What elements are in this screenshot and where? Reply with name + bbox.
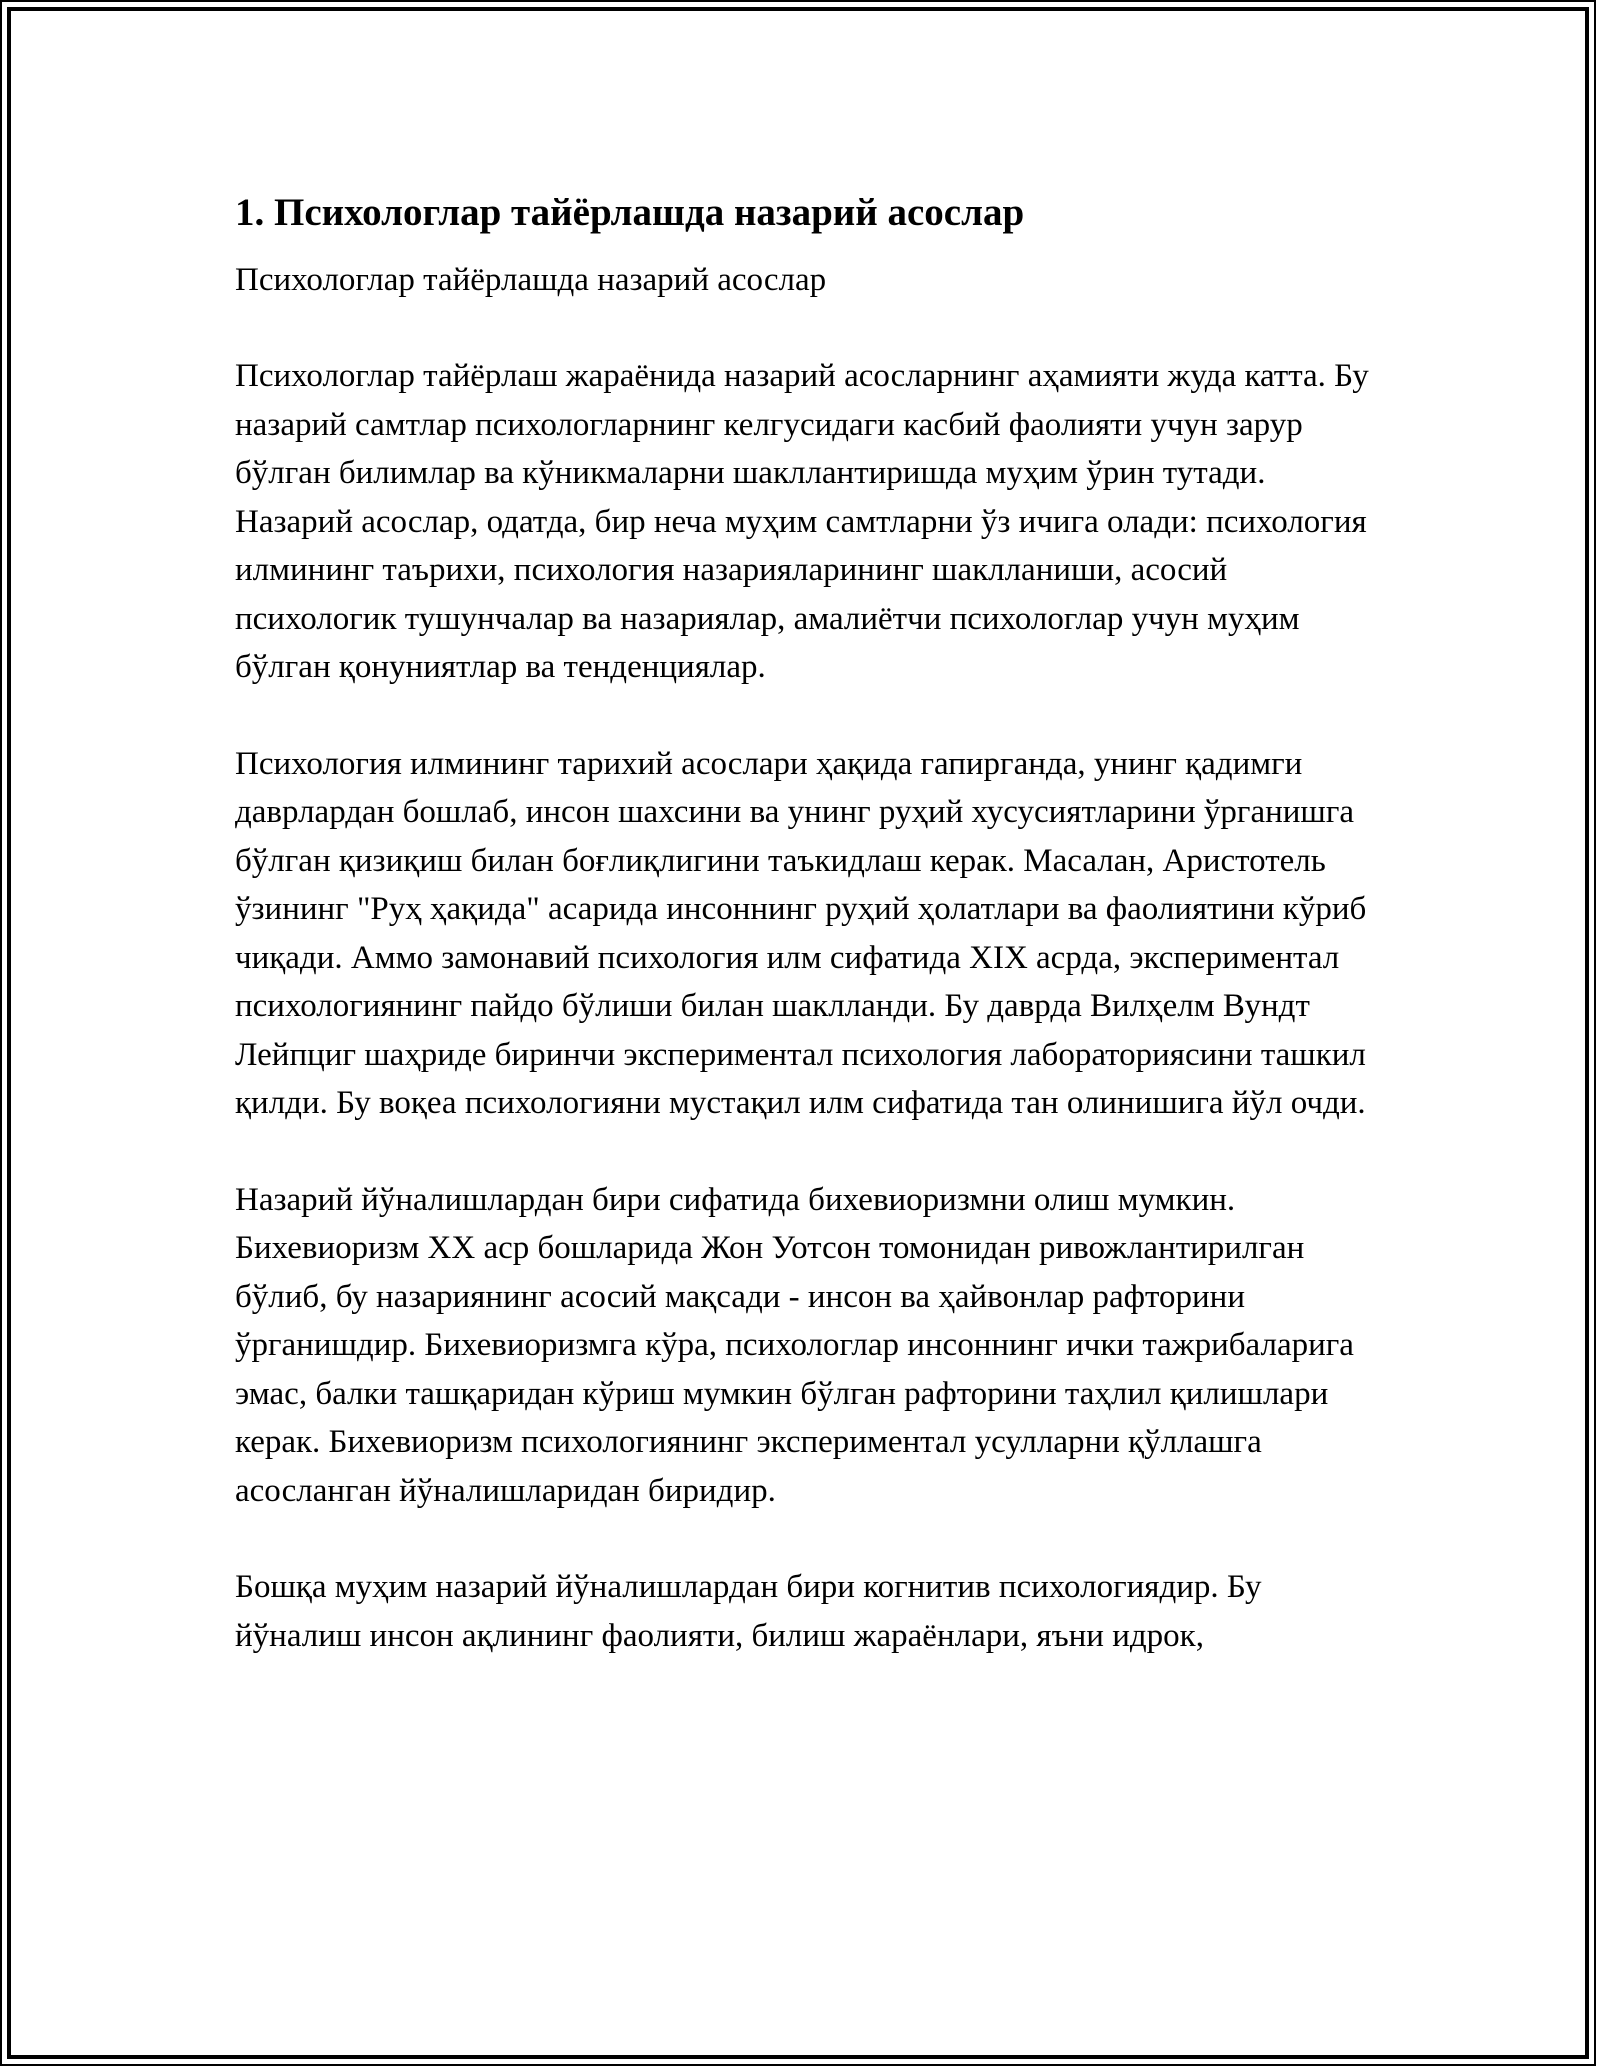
section-subheading: Психологлар тайёрлашда назарий асослар: [235, 262, 827, 298]
paragraph-1: Психологлар тайёрлаш жараёнида назарий асосларнинг аҳамияти жуда катта. Бу назарий самтлар психологларнинг келгусидаги касбий фаолияти учун зарур бўлган билимлар ва кўникмаларни шакллантиришда муҳим ўрин тутади. Назарий асослар, одатда, бир неча муҳим самтларни ўз ичига олади: психология илмининг таърихи, психология назарияларининг шаклланиши, асосий психологик тушунчалар ва назариялар, амалиётчи психологлар учун муҳим бўлган қонуниятлар ва тенденциялар.: [235, 358, 1369, 685]
section-heading: 1. Психологлар тайёрлашда назарий асослар: [235, 191, 1025, 234]
paragraph-3: Назарий йўналишлардан бири сифатида бихевиоризмни олиш мумкин. Бихевиоризм XX аср бошларида Жон Уотсон томонидан ривожлантирилган бўлиб, бу назариянинг асосий мақсади - инсон ва ҳайвонлар рафторини ўрганишдир. Бихевиоризмга кўра, психологлар инсоннинг ички тажрибаларига эмас, балки ташқаридан кўриш мумкин бўлган рафторини таҳлил қилишлари керак. Бихевиоризм психологиянинг экспериментал усулларни қўллашга асосланган йўналишларидан биридир.: [235, 1181, 1354, 1509]
paragraph-4: Бошқа муҳим назарий йўналишлардан бири когнитив психологиядир. Бу йўналиш инсон ақлининг фаолияти, билиш жараёнлари, яъни идрок,: [235, 1569, 1262, 1654]
paragraph-2: Психология илмининг тарихий асослари ҳақида гапирганда, унинг қадимги даврлардан бошлаб, инсон шахсини ва унинг руҳий хусусиятларини ўрганишга бўлган қизиқиш билан боғлиқлигини таъкидлаш керак. Масалан, Аристотель ўзининг "Руҳ ҳақида" асарида инсоннинг руҳий ҳолатлари ва фаолиятини кўриб чиқади. Аммо замонавий психология илм сифатида XIX асрда, экспериментал психологиянинг пайдо бўлиши билан шаклланди. Бу даврда Вилҳелм Вундт Лейпциг шаҳриде биринчи экспериментал психология лабораториясини ташкил қилди. Бу воқеа психологияни мустақил илм сифатида тан олинишига йўл очди.: [235, 745, 1367, 1121]
document-body: [235, 188, 1375, 1708]
